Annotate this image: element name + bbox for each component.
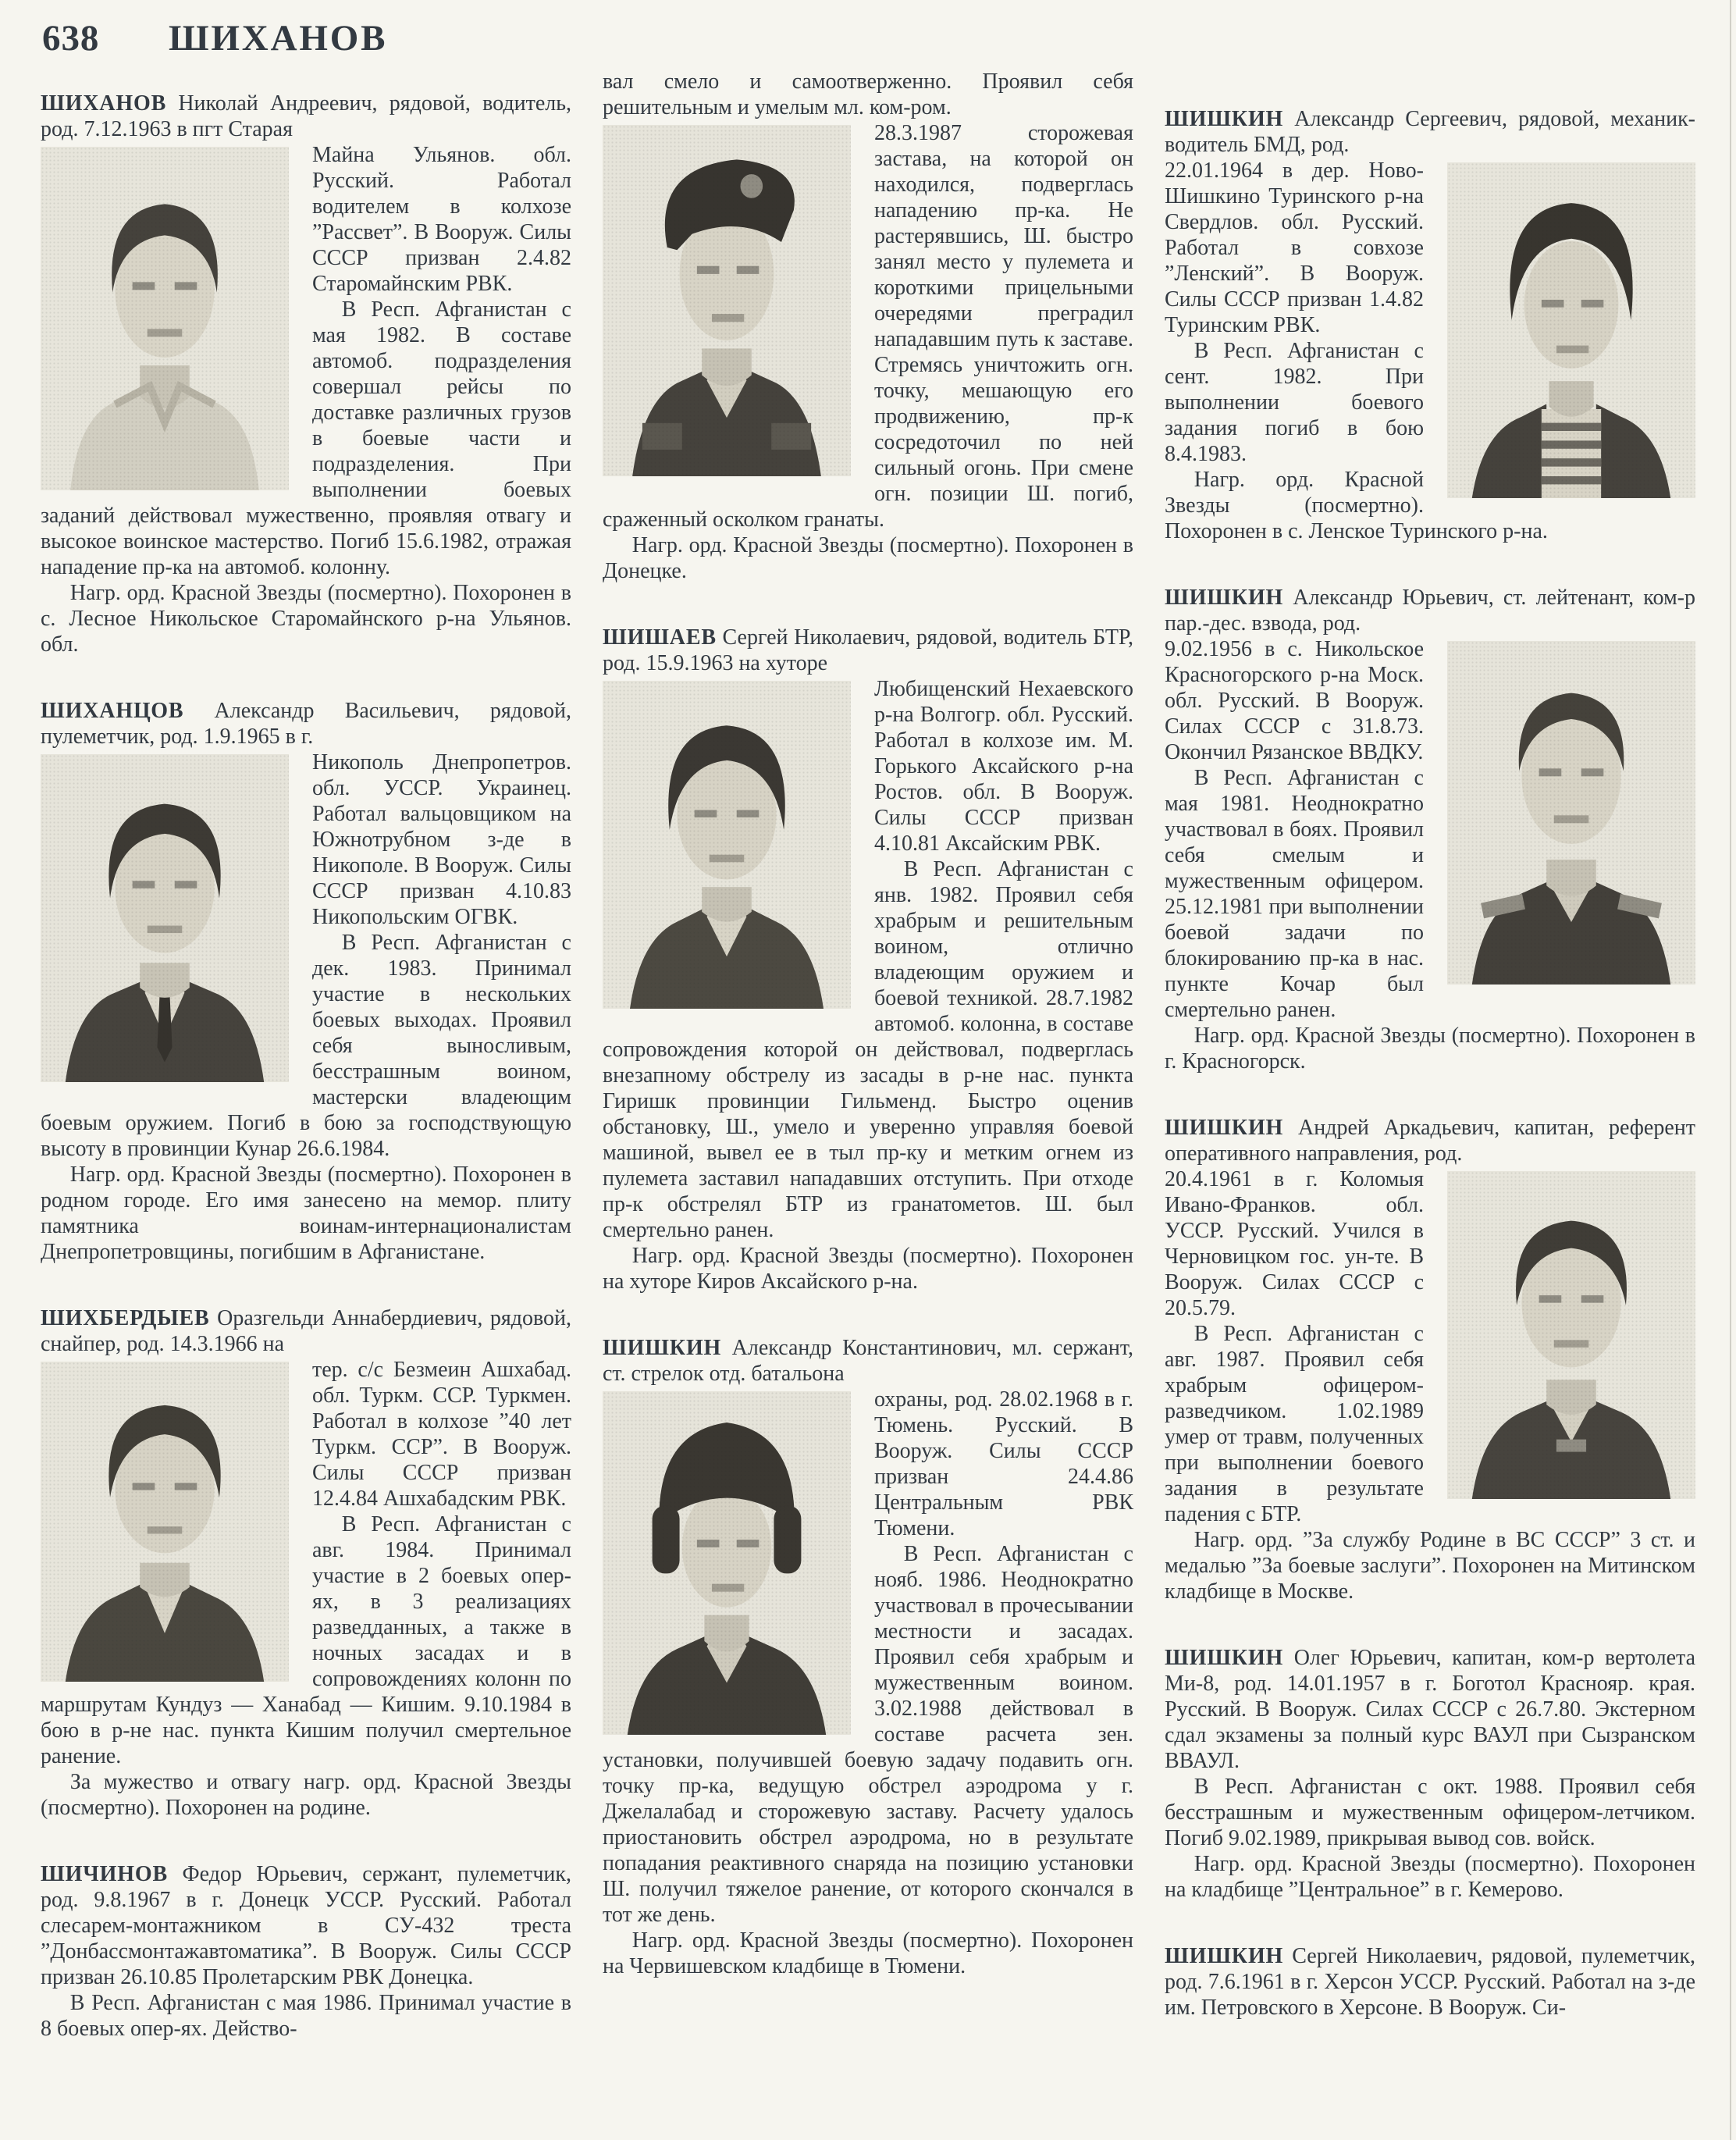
entry-award-burial: Нагр. орд. Красной Звезды (посмертно). Похоронен на Червишевском кладбище в Тюмени. bbox=[603, 1928, 1133, 1978]
entry-lead-text: Сергей Николаевич, рядовой, пулеметчик, род. 7.6.1961 в г. Херсон УССР. Русский. Работал на з-де им. Петровского в Херсоне. В Вооруж. Си- bbox=[1165, 1944, 1696, 2020]
entry-service: В Респ. Афганистан с окт. 1988. Проявил себя бесстрашным и мужественным офицером-летчиком. Погиб 9.02.1989, прикрывая вывод сов. войск. bbox=[1165, 1775, 1695, 1850]
entry-surname: ШИШКИН bbox=[1165, 107, 1284, 131]
portrait-photo bbox=[1447, 641, 1695, 985]
entry-body bbox=[41, 750, 571, 1265]
entry-heading bbox=[603, 1335, 1133, 1387]
portrait-officer-uniform-icon bbox=[1447, 1171, 1695, 1499]
portrait-light-shirt-icon bbox=[41, 147, 289, 490]
entry-surname: ШИШКИН bbox=[1165, 586, 1284, 610]
entry-heading bbox=[1165, 106, 1695, 158]
entry-service: В Респ. Афганистан с авг. 1984. Принимал участие в 2 боевых опер-ях, в 3 реализациях разведданных, а также в ночных засадах и в сопровождениях колонн по маршрутам Кундуз — Ханабад — Кишим. 9.10.1984 в бою в р-не нас. пункта Кишим получил смертельное ранение. bbox=[41, 1512, 571, 1768]
entry-surname: ШИШАЕВ bbox=[603, 625, 717, 650]
entry-body bbox=[1165, 158, 1695, 544]
entry-award-burial: Нагр. орд. Красной Звезды (посмертно). Похоронен на кладбище ”Центральное” в г. Кемерово. bbox=[1165, 1852, 1695, 1902]
entry-body bbox=[1165, 1166, 1695, 1604]
entry-heading bbox=[41, 1305, 571, 1357]
portrait-photo bbox=[603, 125, 851, 476]
memorial-entry-shishkin-ayu bbox=[1165, 585, 1695, 1074]
entry-lead-text: Федор Юрьевич, сержант, пулеметчик, род. 9.8.1967 в г. Донецк УССР. Русский. Работал слесарем-монтажником в СУ-432 треста ”Донбассмонтажавтоматика”. В Вооруж. Силы СССР призван 26.10.85 Пролетарским РВК Донецка. bbox=[41, 1862, 572, 1989]
entry-body bbox=[41, 142, 571, 657]
entry-bio: 20.4.1961 в г. Коломыя Ивано-Франков. обл. УССР. Русский. Учился в Черновицком гос. ун-те. В Вооруж. Силах СССР с 20.5.79. bbox=[1165, 1167, 1424, 1320]
portrait-ushanka-hat-icon bbox=[603, 1391, 851, 1735]
entry-body bbox=[603, 1387, 1133, 1979]
entry-lead-text: Александр Васильевич, рядовой, пулеметчик, род. 1.9.1965 в г. bbox=[41, 699, 571, 749]
memorial-entry-shishkin-as bbox=[1165, 106, 1695, 544]
running-head: ШИХАНОВ bbox=[169, 18, 388, 59]
entry-service: В Респ. Афганистан с мая 1986. Принимал участие в 8 боевых опер-ях. Действо- bbox=[41, 1991, 571, 2041]
entry-surname: ШИШКИН bbox=[1165, 1944, 1284, 1968]
memorial-entry-shishkin-oyu bbox=[1165, 1645, 1695, 1903]
memorial-entry-shishkin-aa bbox=[1165, 1115, 1695, 1604]
entry-continuation-text: вал смело и самоотверженно. Проявил себя решительным и умелым мл. ком-ром. bbox=[603, 69, 1133, 119]
memorial-entry-shichinov-continuation bbox=[603, 69, 1133, 584]
entry-heading bbox=[41, 91, 571, 142]
entry-surname: ШИХАНЦОВ bbox=[41, 699, 184, 723]
page-scan-edge bbox=[1730, 0, 1731, 2140]
entry-body bbox=[603, 676, 1133, 1294]
entry-lead-text: Александр Константинович, мл. сержант, ст. стрелок отд. батальона bbox=[603, 1336, 1133, 1386]
entry-lead-text: Николай Андреевич, рядовой, водитель, род. 7.12.1963 в пгт Старая bbox=[41, 91, 572, 141]
entry-bio: Никополь Днепропетров. обл. УССР. Украинец. Работал вальцовщиком на Южнотрубном з-де в Никополе. В Вооруж. Силы СССР призван 4.10.83 Никопольским ОГВК. bbox=[312, 750, 571, 929]
entry-award-burial: Нагр. орд. Красной Звезды (посмертно). Похоронен в г. Красногорск. bbox=[1165, 1024, 1695, 1074]
entry-heading bbox=[1165, 585, 1695, 636]
entry-continuation-text: 28.3.1987 сторожевая застава, на которой он находился, подверглась нападению пр-ка. Не растерявшись, Ш. быстро занял место у пулемета и короткими прицельными очередями преградил нападавшим путь к заставе. Стремясь уничтожить огн. точку, мешающую его продвижению, пр-к сосредоточил по ней сильный огонь. При смене огн. позиции Ш. погиб, сраженный осколком гранаты. bbox=[603, 121, 1133, 532]
entry-bio: Любищенский Нехаевского р-на Волгогр. обл. Русский. Работал в колхозе им. М. Горького Аксайского р-на Ростов. обл. В Вооруж. Силы СССР призван 4.10.81 Аксайским РВК. bbox=[874, 677, 1133, 856]
portrait-photo bbox=[41, 754, 289, 1082]
entry-heading bbox=[41, 1861, 571, 1990]
entry-award-burial: Нагр. орд. Красной Звезды (посмертно). Похоронен в с. Лесное Никольское Старомайнского р-на Ульянов. обл. bbox=[41, 581, 571, 657]
column-middle bbox=[603, 0, 1133, 2140]
entry-bio: 22.01.1964 в дер. Ново-Шишкино Туринского р-на Свердлов. обл. Русский. Работал в совхозе ”Ленский”. В Вооруж. Силы СССР призван 1.4.82 Туринским РВК. bbox=[1165, 158, 1424, 337]
portrait-photo bbox=[1447, 1171, 1695, 1499]
entry-lead-text: Оразгельди Аннабердиевич, рядовой, снайпер, род. 14.3.1966 на bbox=[41, 1306, 571, 1356]
entry-service: В Респ. Афганистан с нояб. 1986. Неоднократно участвовал в прочесывании местности и засадах. Проявил себя храбрым и мужественным воином. 3.02.1988 действовал в составе расчета зен. установки, получившей боевую задачу подавить огн. точку пр-ка, ведущую обстрел аэродрома у г. Джелалабад и сторожевую заставу. Расчету удалось приостановить обстрел аэродрома, но в результате попадания реактивного снаряда на позицию установки Ш. получил тяжелое ранение, от которого скончался в тот же день. bbox=[603, 1542, 1133, 1927]
entry-lead-text: Сергей Николаевич, рядовой, водитель БТР, род. 15.9.1963 на хуторе bbox=[603, 625, 1133, 675]
entry-lead-text: Олег Юрьевич, капитан, ком-р вертолета Ми-8, род. 14.01.1957 в г. Боготол Краснояр. края. Русский. В Вооруж. Силах СССР с 26.7.80. Экстерном сдал экзамены за полный курс ВАУЛ при Сызранском ВВАУЛ. bbox=[1165, 1646, 1696, 1773]
entry-bio: тер. с/с Безмеин Ашхабад. обл. Туркм. ССР. Туркмен. Работал в колхозе ”40 лет Туркм. ССР”. В Вооруж. Силы СССР призван 12.4.84 Ашхабадским РВК. bbox=[312, 1358, 571, 1511]
entry-service: В Респ. Афганистан с авг. 1987. Проявил себя храбрым офицером-разведчиком. 1.02.1989 умер от травм, полученных при выполнении боевого задания в результате падения с БТР. bbox=[1165, 1322, 1424, 1526]
entry-body bbox=[1165, 636, 1695, 1074]
entry-award-burial: Нагр. орд. Красной Звезды (посмертно). Похоронен в Донецке. bbox=[603, 533, 1133, 583]
column-right bbox=[1165, 0, 1695, 2140]
entry-body bbox=[603, 120, 1133, 584]
entry-surname: ШИШКИН bbox=[603, 1336, 722, 1360]
entry-lead-text: Александр Юрьевич, ст. лейтенант, ком-р пар.-дес. взвода, род. bbox=[1165, 586, 1696, 636]
memorial-entry-shikhanov bbox=[41, 91, 571, 657]
entry-bio: Майна Ульянов. обл. Русский. Работал водителем в колхозе ”Рассвет”. В Вооруж. Силы СССР призван 2.4.82 Старомайнским РВК. bbox=[312, 143, 571, 296]
entry-service: В Респ. Афганистан с сент. 1982. При выполнении боевого задания погиб в бою 8.4.1983. bbox=[1165, 339, 1424, 466]
entry-award-burial: За мужество и отвагу нагр. орд. Красной Звезды (посмертно). Похоронен на родине. bbox=[41, 1770, 571, 1820]
memorial-entry-shichinov bbox=[41, 1861, 571, 2042]
entry-body bbox=[41, 1357, 571, 1821]
entry-surname: ШИХБЕРДЫЕВ bbox=[41, 1306, 210, 1330]
portrait-photo bbox=[41, 1362, 289, 1682]
portrait-photo bbox=[603, 1391, 851, 1735]
portrait-beret-icon bbox=[603, 125, 851, 476]
portrait-dark-hair-icon bbox=[603, 681, 851, 1009]
portrait-dark-suit-icon bbox=[41, 754, 289, 1082]
page-number: 638 bbox=[42, 18, 100, 59]
entry-heading bbox=[603, 625, 1133, 676]
portrait-officer-uniform-icon bbox=[1447, 641, 1695, 985]
entry-heading bbox=[1165, 1943, 1695, 2021]
portrait-dark-jacket-icon bbox=[41, 1362, 289, 1682]
portrait-photo bbox=[41, 147, 289, 490]
portrait-photo bbox=[1447, 162, 1695, 498]
entry-heading bbox=[1165, 1115, 1695, 1166]
column-left bbox=[41, 0, 571, 2140]
entry-surname: ШИХАНОВ bbox=[41, 91, 167, 116]
entry-surname: ШИЧИНОВ bbox=[41, 1862, 168, 1886]
entry-service: В Респ. Афганистан с мая 1981. Неоднократно участвовал в боях. Проявил себя смелым и мужественным офицером. 25.12.1981 при выполнении боевой задачи по блокированию пр-ка в нас. пункте Кочар был смертельно ранен. bbox=[1165, 766, 1424, 1022]
memorial-entry-shikhantsov bbox=[41, 698, 571, 1265]
portrait-telnyashka-icon bbox=[1447, 162, 1695, 498]
entry-surname: ШИШКИН bbox=[1165, 1646, 1284, 1670]
entry-service: В Респ. Афганистан с мая 1982. В составе автомоб. подразделения совершал рейсы по доставке различных грузов в боевые части и подразделения. При выполнении боевых заданий действовал мужественно, проявляя отвагу и высокое воинское мастерство. Погиб 15.6.1982, отражая нападение пр-ка на автомоб. колонну. bbox=[41, 297, 571, 579]
entry-lead-text: Андрей Аркадьевич, капитан, референт оперативного направления, род. bbox=[1165, 1116, 1696, 1166]
entry-service: В Респ. Афганистан с дек. 1983. Принимал участие в нескольких боевых выходах. Проявил себя выносливым, бесстрашным воином, мастерски владеющим боевым оружием. Погиб в бою за господствующую высоту в провинции Кунар 26.6.1984. bbox=[41, 931, 571, 1161]
entry-award-burial: Нагр. орд. Красной Звезды (посмертно). Похоронен в с. Ленское Туринского р-на. bbox=[1165, 468, 1548, 543]
entry-award-burial: Нагр. орд. Красной Звезды (посмертно). Похоронен в родном городе. Его имя занесено на мемор. плиту памятника воинам-интернационалистам Днепропетровщины, погибшим в Афганистане. bbox=[41, 1163, 571, 1264]
entry-award-burial: Нагр. орд. ”За службу Родине в ВС СССР” 3 ст. и медалью ”За боевые заслуги”. Похоронен на Митинском кладбище в Москве. bbox=[1165, 1528, 1695, 1604]
memorial-entry-shishkin-ak bbox=[603, 1335, 1133, 1979]
portrait-photo bbox=[603, 681, 851, 1009]
memorial-entry-shikhberdyev bbox=[41, 1305, 571, 1821]
memorial-entry-shishkin-sn bbox=[1165, 1943, 1695, 2021]
entry-heading bbox=[41, 698, 571, 750]
entry-service: В Респ. Афганистан с янв. 1982. Проявил себя храбрым и решительным воином, отлично владеющим оружием и боевой техникой. 28.7.1982 автомоб. колонна, в составе сопровождения которой он действовал, подверглась внезапному обстрелу из засады в р-не нас. пункта Гиришк провинции Гильменд. Быстро оценив обстановку, Ш., умело и уверенно управляя боевой машиной, вывел ее в тыл пр-ку и метким огнем из пулемета заставил нападавших отступить. При отходе пр-к обстрелял БТР из гранатометов. Ш. был смертельно ранен. bbox=[603, 857, 1133, 1242]
entry-bio: 9.02.1956 в с. Никольское Красногорского р-на Моск. обл. Русский. В Вооруж. Силах СССР с 31.8.73. Окончил Рязанское ВВДКУ. bbox=[1165, 637, 1424, 764]
entry-heading bbox=[1165, 1645, 1695, 1774]
entry-lead-text: Александр Сергеевич, рядовой, механик-водитель БМД, род. bbox=[1165, 107, 1696, 157]
entry-bio: охраны, род. 28.02.1968 в г. Тюмень. Русский. В Вооруж. Силы СССР призван 24.4.86 Центральным РВК Тюмени. bbox=[874, 1387, 1133, 1540]
entry-surname: ШИШКИН bbox=[1165, 1116, 1284, 1140]
memorial-entry-shishaev bbox=[603, 625, 1133, 1294]
entry-award-burial: Нагр. орд. Красной Звезды (посмертно). Похоронен на хуторе Киров Аксайского р-на. bbox=[603, 1244, 1133, 1294]
